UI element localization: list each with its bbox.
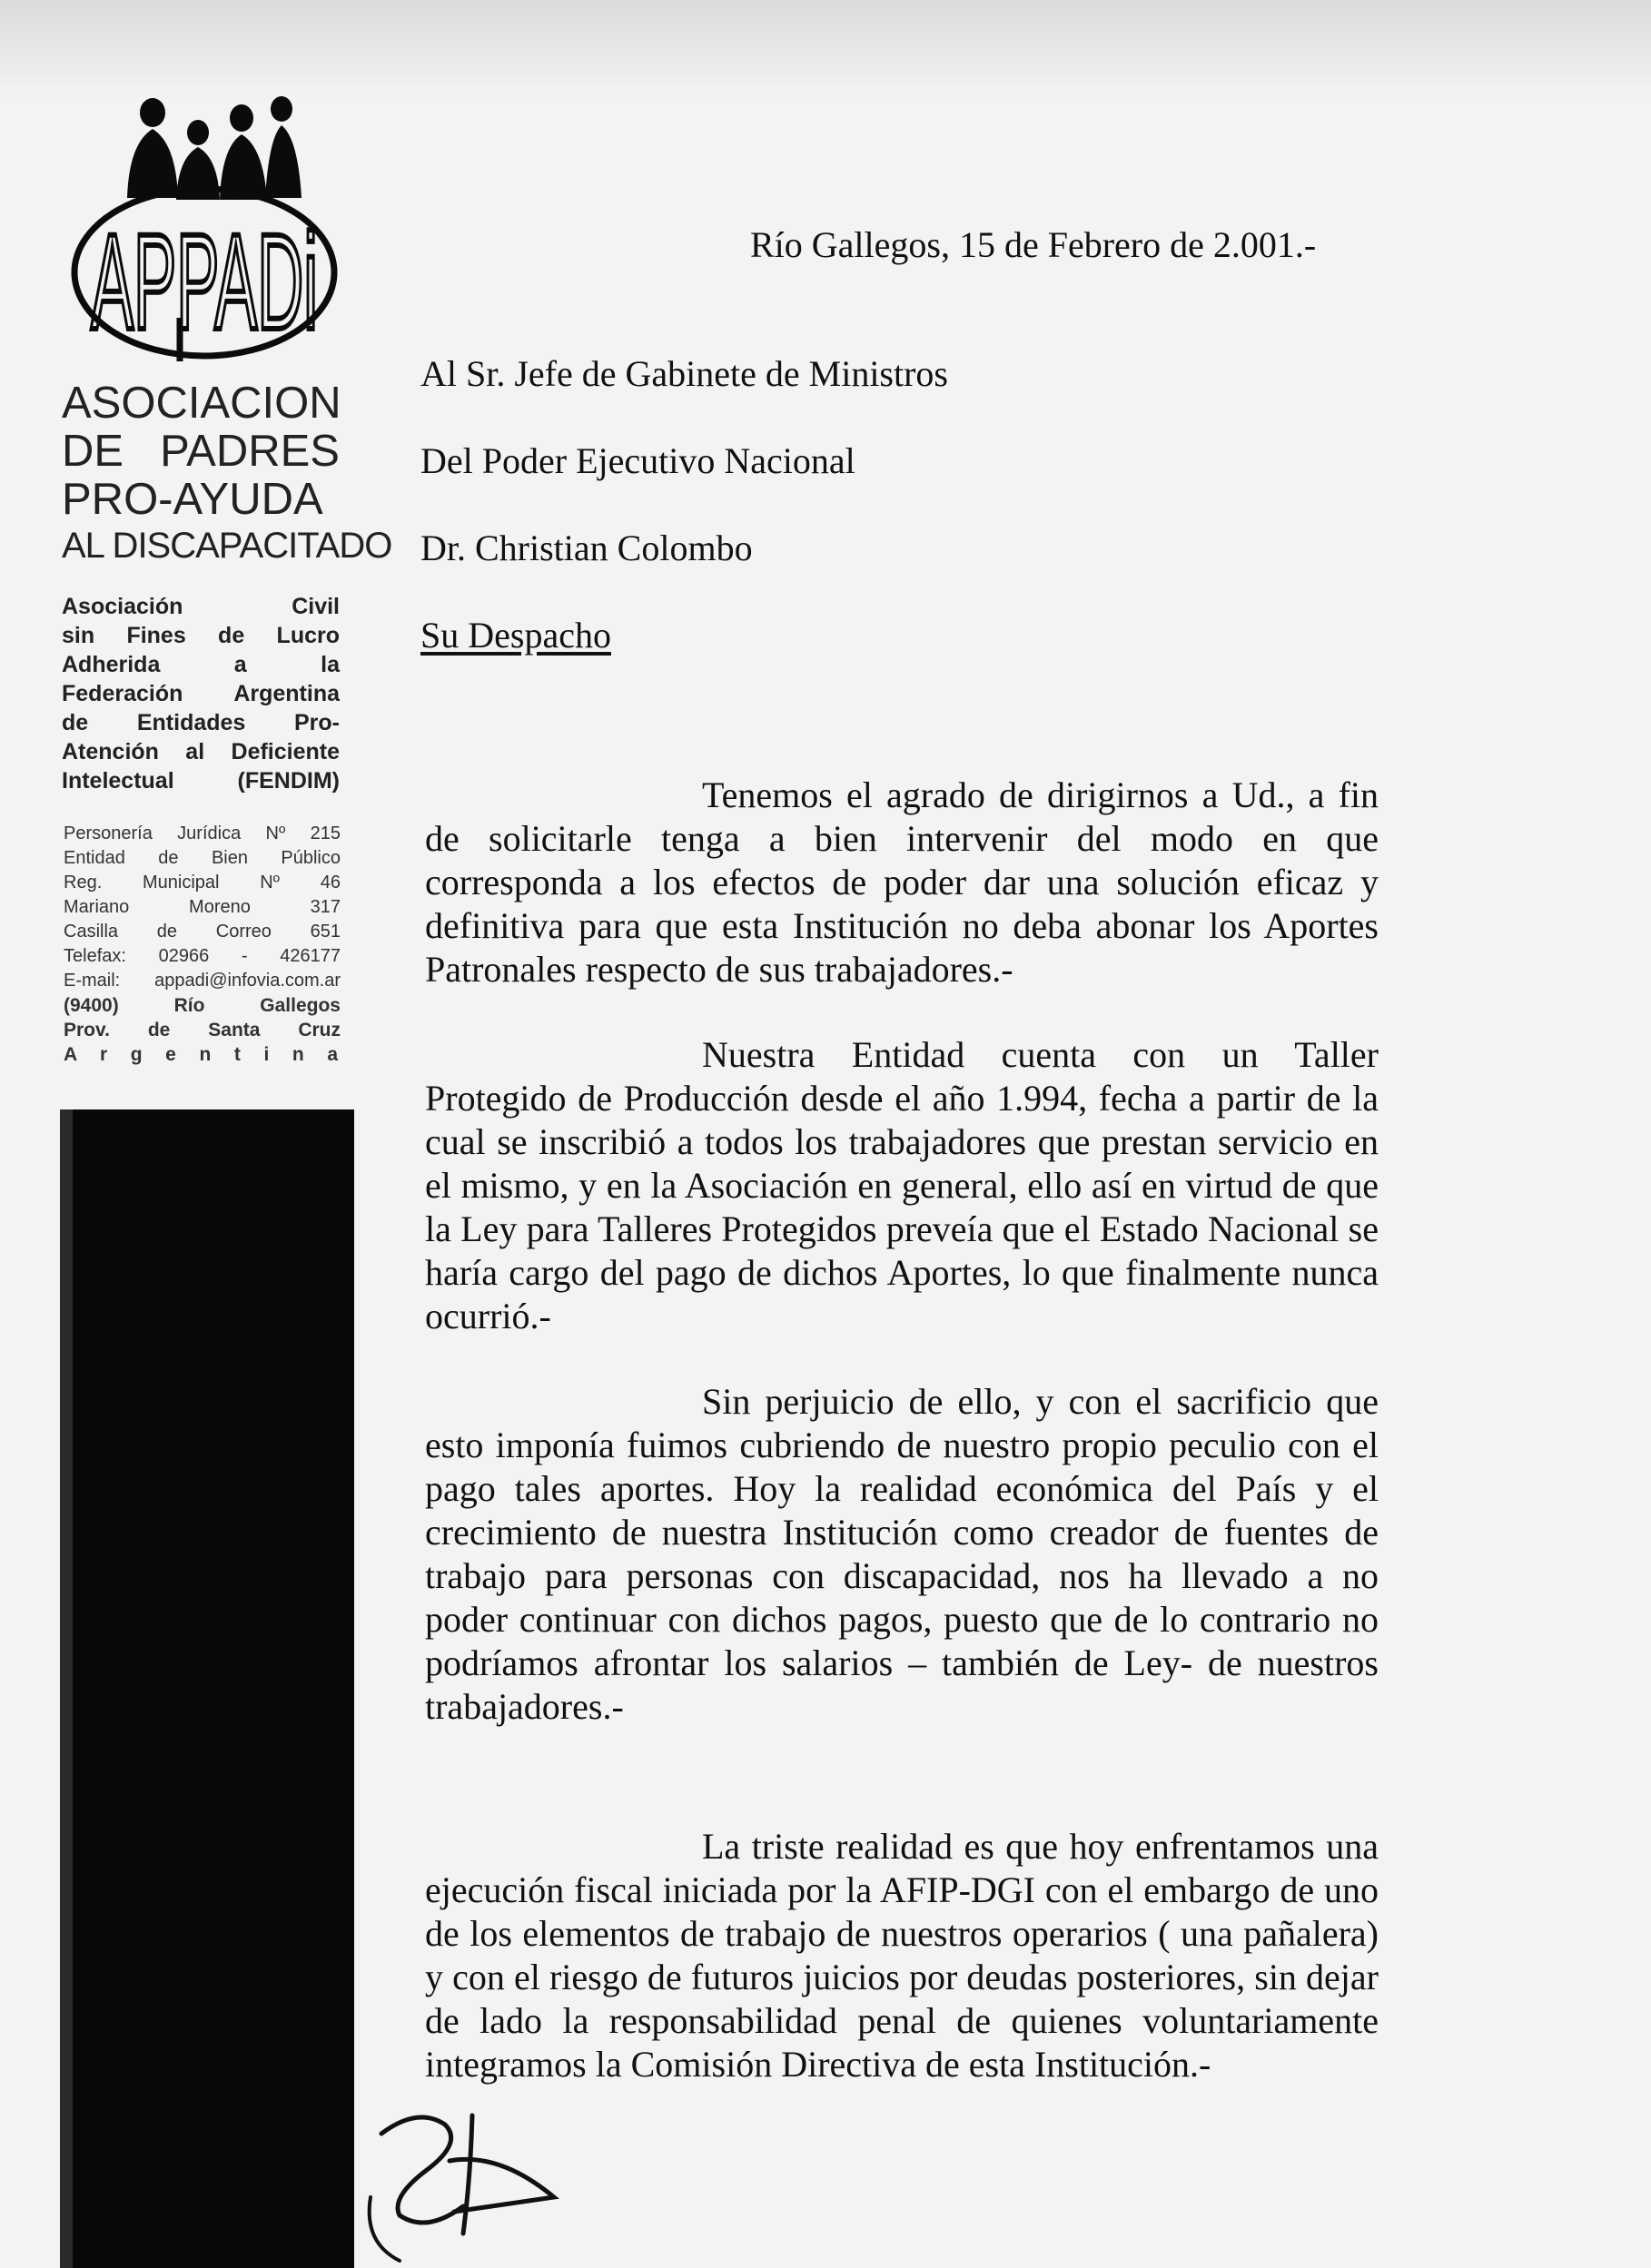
recipient-line: Dr. Christian Colombo: [420, 528, 753, 568]
org-name-line: DE PADRES: [62, 427, 340, 476]
org-name-line: ASOCIACION: [62, 379, 341, 428]
contact-line: Reg. Municipal Nº 46: [64, 873, 341, 892]
org-name-line: PRO-AYUDA: [62, 475, 323, 524]
letter-paragraph: Nuestra Entidad cuenta con un Taller Protegido de Producción desde el año 1.994, fecha a partir de la cual se inscribió a todos los trabajadores que prestan servicio en el mismo, y en la Asociación en general, ello así en virtud de que la Ley para Talleres Protegidos preveía que el Estado Nacional se haría cargo del pago de dichos Aportes, lo que finalmente nunca ocurrió.-: [425, 1034, 1379, 1336]
org-desc-line: Federación Argentina: [62, 681, 340, 706]
letter-paragraph: Sin perjuicio de ello, y con el sacrificio que esto imponía fuimos cubriendo de nuestro propio peculio con el pago tales aportes. Hoy la realidad económica del País y el crecimiento de nuestra Institución como creador de fuentes de trabajo para personas con discapacidad, nos ha llevado a no poder continuar con dichos pagos, puesto que de lo contrario no podríamos afrontar los salarios – también de Ley- de nuestros trabajadores.-: [425, 1381, 1379, 1727]
letterhead-black-bar: [65, 1109, 354, 2268]
handwritten-signature: [363, 2097, 572, 2268]
org-name-line: AL DISCAPACITADO: [62, 526, 392, 566]
org-desc-line: Intelectual (FENDIM): [62, 768, 340, 794]
org-desc-line: Atención al Deficiente: [62, 739, 340, 764]
letterhead-sidebar: [0, 0, 392, 2268]
contact-line: Entidad de Bien Público: [64, 848, 341, 868]
contact-line: (9400) Río Gallegos: [64, 995, 341, 1016]
contact-country: A r g e n t i n a: [64, 1044, 341, 1065]
letter-paragraph: Tenemos el agrado de dirigirnos a Ud., a fin de solicitarle tenga a bien intervenir del modo en que corresponda a los efectos de poder dar una solución eficaz y definitiva para que esta Institución no deba abonar los Aportes Patronales respecto de sus trabajadores.-: [425, 774, 1379, 990]
logo-wordmark: APPADi: [91, 205, 318, 358]
recipient-line: Al Sr. Jefe de Gabinete de Ministros: [420, 353, 948, 394]
contact-line: Personería Jurídica Nº 215: [64, 823, 341, 843]
contact-line: Telefax: 02966 - 426177: [64, 946, 341, 966]
appadi-logo: [64, 91, 345, 363]
letter-date: Río Gallegos, 15 de Febrero de 2.001.-: [750, 224, 1317, 265]
contact-email: E-mail: appadi@infovia.com.ar: [64, 971, 341, 991]
org-desc-line: sin Fines de Lucro: [62, 623, 340, 648]
contact-line: Mariano Moreno 317: [64, 897, 341, 917]
recipient-line: Del Poder Ejecutivo Nacional: [420, 440, 855, 481]
org-desc-line: de Entidades Pro-: [62, 710, 340, 735]
contact-line: Prov. de Santa Cruz: [64, 1020, 341, 1040]
organization-description: [62, 592, 340, 795]
org-desc-line: Adherida a la: [62, 652, 340, 677]
organization-contact: [64, 822, 341, 1067]
letter-paragraph: La triste realidad es que hoy enfrentamos una ejecución fiscal iniciada por la AFIP-DGI con el embargo de uno de los elementos de trabajo de nuestros operarios ( una pañalera) y con el riesgo de futuros juicios por deudas posteriores, sin dejar de lado la responsabilidad penal de quienes voluntariamente integramos la Comisión Directiva de esta Institución.-: [425, 1826, 1379, 2085]
organization-name: [62, 379, 392, 567]
recipient-block: [420, 352, 948, 701]
org-desc-line: Asociación Civil: [62, 594, 340, 619]
recipient-line: Su Despacho: [420, 615, 611, 656]
contact-line: Casilla de Correo 651: [64, 922, 341, 942]
